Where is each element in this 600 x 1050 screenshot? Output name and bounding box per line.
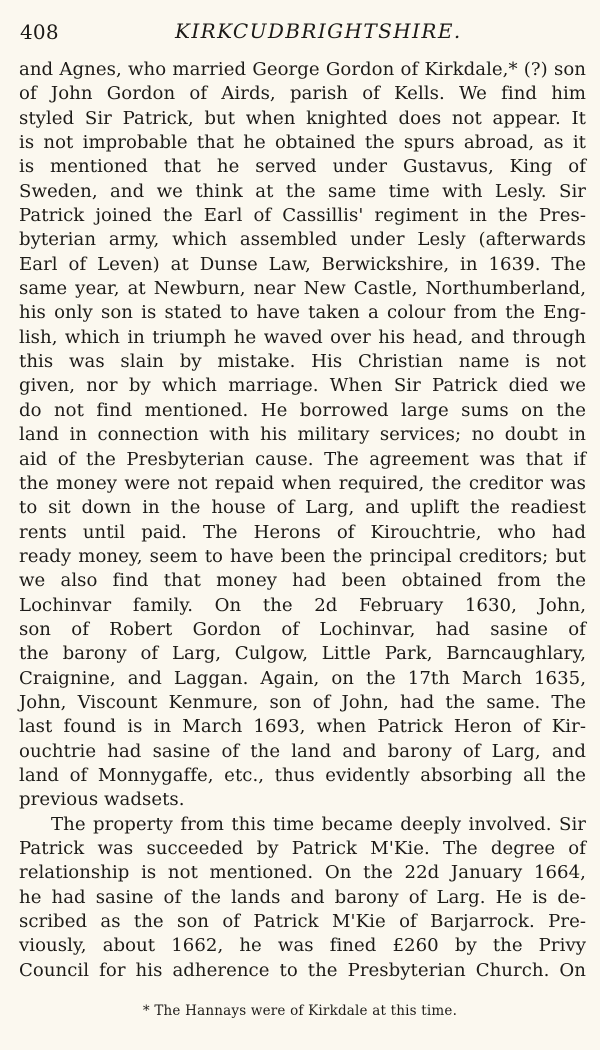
text-line: given, nor by which marriage. When Sir Patrick died we <box>19 375 586 397</box>
page-header <box>20 18 576 50</box>
text-line: byterian army, which assembled under Lesly (afterwards <box>19 229 586 251</box>
text-line: last found is in March 1693, when Patrick Heron of Kir- <box>19 716 586 738</box>
text-line: he had sasine of the lands and barony of Larg. He is de- <box>19 886 586 908</box>
text-line: the money were not repaid when required, the creditor was <box>19 472 586 494</box>
text-line: of John Gordon of Airds, parish of Kells. We find him <box>19 83 586 105</box>
text-line: Sweden, and we think at the same time with Lesly. Sir <box>19 180 586 202</box>
text-line: John, Viscount Kenmure, son of John, had the same. The <box>19 691 586 713</box>
page-number: 408 <box>20 20 59 44</box>
text-line: ouchtrie had sasine of the land and barony of Larg, and <box>19 740 586 762</box>
paragraph-end-line: previous wadsets. <box>19 789 185 811</box>
text-line: is not improbable that he obtained the spurs abroad, as it <box>19 132 586 154</box>
text-line: his only son is stated to have taken a colour from the Eng- <box>19 302 586 324</box>
text-line: styled Sir Patrick, but when knighted does not appear. It <box>19 107 586 129</box>
running-title: KIRKCUDBRIGHTSHIRE. <box>175 19 462 43</box>
text-line: and Agnes, who married George Gordon of Kirkdale,* (?) son <box>19 59 586 80</box>
text-line: viously, about 1662, he was fined £260 by the Privy <box>19 935 586 957</box>
text-line: the barony of Larg, Culgow, Little Park, Barncaughlary, <box>19 643 586 665</box>
text-line: do not find mentioned. He borrowed large sums on the <box>19 399 586 421</box>
text-line: Earl of Leven) at Dunse Law, Berwickshire, in 1639. The <box>19 253 586 275</box>
text-line: son of Robert Gordon of Lochinvar, had sasine of <box>19 618 586 640</box>
text-line: rents until paid. The Herons of Kirouchtrie, who had <box>19 521 586 543</box>
text-line: lish, which in triumph he waved over his head, and through <box>19 326 586 348</box>
paragraph-start-line: The property from this time became deeply involved. Sir <box>51 813 586 835</box>
text-line: Patrick joined the Earl of Cassillis' regiment in the Pres- <box>19 205 586 227</box>
text-line: relationship is not mentioned. On the 22d January 1664, <box>19 862 586 884</box>
text-line: ready money, seem to have been the principal creditors; but <box>19 545 586 567</box>
text-line: Patrick was succeeded by Patrick M'Kie. The degree of <box>19 838 586 859</box>
text-line: Craignine, and Laggan. Again, on the 17th March 1635, <box>19 667 586 689</box>
body-text <box>19 58 586 983</box>
text-line: land of Monnygaffe, etc., thus evidently absorbing all the <box>19 764 586 786</box>
text-line: Lochinvar family. On the 2d February 1630, John, <box>19 594 586 616</box>
text-line: aid of the Presbyterian cause. The agreement was that if <box>19 448 586 470</box>
footnote: * The Hannays were of Kirkdale at this time. <box>142 1003 458 1019</box>
text-line: is mentioned that he served under Gustavus, King of <box>19 156 586 178</box>
text-line: we also find that money had been obtained from the <box>19 570 586 592</box>
text-line: this was slain by mistake. His Christian name is not <box>19 351 586 373</box>
text-line: Council for his adherence to the Presbyterian Church. On <box>19 959 586 981</box>
text-line: to sit down in the house of Larg, and uplift the readiest <box>19 497 586 519</box>
text-line: land in connection with his military services; no doubt in <box>19 424 586 446</box>
text-line: scribed as the son of Patrick M'Kie of Barjarrock. Pre- <box>19 911 586 933</box>
text-line: same year, at Newburn, near New Castle, Northumberland, <box>19 278 586 300</box>
